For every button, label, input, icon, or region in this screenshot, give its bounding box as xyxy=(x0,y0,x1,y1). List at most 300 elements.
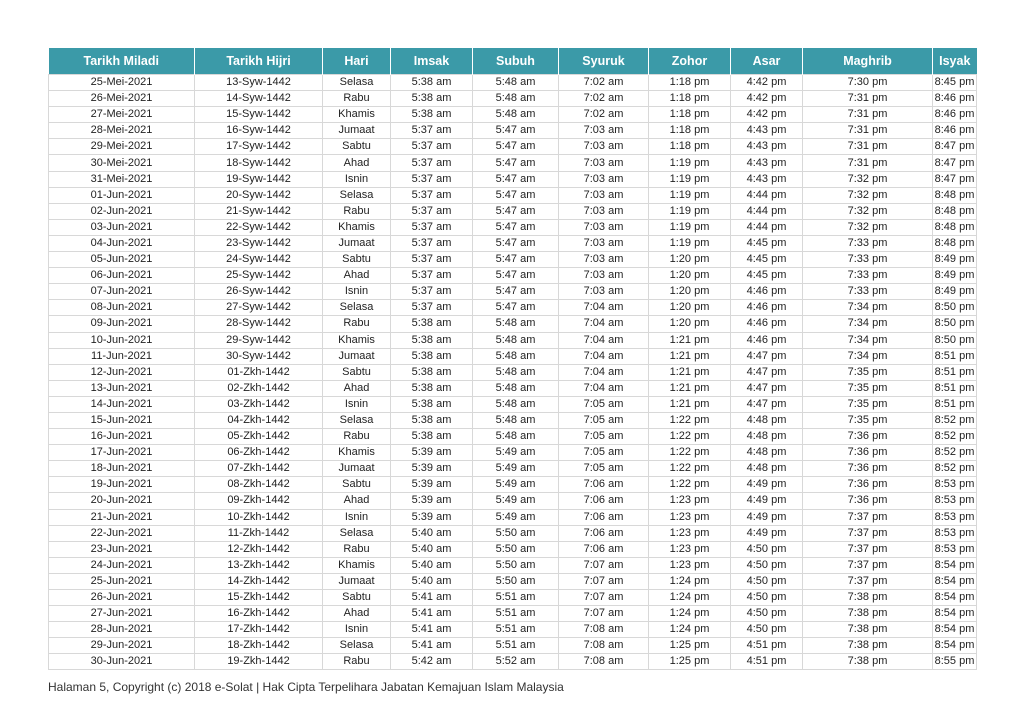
cell-subuh: 5:51 am xyxy=(473,606,559,622)
cell-tarikh-miladi: 04-Jun-2021 xyxy=(49,235,195,251)
cell-hari: Jumaat xyxy=(323,573,391,589)
cell-tarikh-miladi: 17-Jun-2021 xyxy=(49,445,195,461)
cell-subuh: 5:48 am xyxy=(473,107,559,123)
cell-subuh: 5:49 am xyxy=(473,461,559,477)
cell-tarikh-hijri: 18-Syw-1442 xyxy=(195,155,323,171)
cell-syuruk: 7:03 am xyxy=(559,252,649,268)
column-header-subuh: Subuh xyxy=(473,48,559,75)
cell-tarikh-hijri: 13-Syw-1442 xyxy=(195,75,323,91)
table-row xyxy=(49,412,977,428)
cell-hari: Rabu xyxy=(323,654,391,670)
cell-tarikh-hijri: 13-Zkh-1442 xyxy=(195,557,323,573)
cell-subuh: 5:48 am xyxy=(473,91,559,107)
cell-hari: Rabu xyxy=(323,541,391,557)
cell-maghrib: 7:38 pm xyxy=(803,654,933,670)
cell-hari: Ahad xyxy=(323,606,391,622)
cell-zohor: 1:18 pm xyxy=(649,139,731,155)
table-row xyxy=(49,284,977,300)
column-header-zohor: Zohor xyxy=(649,48,731,75)
cell-tarikh-miladi: 29-Mei-2021 xyxy=(49,139,195,155)
cell-imsak: 5:39 am xyxy=(391,445,473,461)
cell-maghrib: 7:32 pm xyxy=(803,219,933,235)
column-header-hari: Hari xyxy=(323,48,391,75)
cell-hari: Rabu xyxy=(323,91,391,107)
cell-syuruk: 7:07 am xyxy=(559,606,649,622)
cell-imsak: 5:37 am xyxy=(391,203,473,219)
cell-asar: 4:44 pm xyxy=(731,219,803,235)
cell-tarikh-hijri: 12-Zkh-1442 xyxy=(195,541,323,557)
cell-zohor: 1:20 pm xyxy=(649,284,731,300)
cell-tarikh-miladi: 22-Jun-2021 xyxy=(49,525,195,541)
cell-tarikh-hijri: 15-Zkh-1442 xyxy=(195,590,323,606)
cell-syuruk: 7:02 am xyxy=(559,91,649,107)
table-row xyxy=(49,219,977,235)
cell-asar: 4:50 pm xyxy=(731,606,803,622)
cell-tarikh-miladi: 14-Jun-2021 xyxy=(49,396,195,412)
cell-isyak: 8:48 pm xyxy=(933,219,977,235)
cell-maghrib: 7:38 pm xyxy=(803,622,933,638)
cell-asar: 4:43 pm xyxy=(731,155,803,171)
cell-subuh: 5:49 am xyxy=(473,509,559,525)
cell-subuh: 5:50 am xyxy=(473,525,559,541)
cell-syuruk: 7:05 am xyxy=(559,412,649,428)
cell-tarikh-miladi: 31-Mei-2021 xyxy=(49,171,195,187)
cell-tarikh-miladi: 21-Jun-2021 xyxy=(49,509,195,525)
cell-tarikh-miladi: 24-Jun-2021 xyxy=(49,557,195,573)
cell-syuruk: 7:05 am xyxy=(559,396,649,412)
cell-tarikh-miladi: 06-Jun-2021 xyxy=(49,268,195,284)
cell-zohor: 1:22 pm xyxy=(649,477,731,493)
cell-hari: Sabtu xyxy=(323,477,391,493)
cell-tarikh-hijri: 27-Syw-1442 xyxy=(195,300,323,316)
column-header-maghrib: Maghrib xyxy=(803,48,933,75)
cell-imsak: 5:41 am xyxy=(391,590,473,606)
cell-zohor: 1:22 pm xyxy=(649,429,731,445)
table-row xyxy=(49,606,977,622)
cell-imsak: 5:38 am xyxy=(391,364,473,380)
cell-maghrib: 7:37 pm xyxy=(803,509,933,525)
cell-syuruk: 7:06 am xyxy=(559,509,649,525)
cell-asar: 4:50 pm xyxy=(731,590,803,606)
cell-asar: 4:43 pm xyxy=(731,123,803,139)
cell-subuh: 5:47 am xyxy=(473,155,559,171)
cell-maghrib: 7:32 pm xyxy=(803,171,933,187)
cell-syuruk: 7:03 am xyxy=(559,187,649,203)
table-row xyxy=(49,477,977,493)
cell-subuh: 5:49 am xyxy=(473,493,559,509)
cell-hari: Ahad xyxy=(323,493,391,509)
cell-maghrib: 7:33 pm xyxy=(803,235,933,251)
cell-maghrib: 7:33 pm xyxy=(803,284,933,300)
cell-syuruk: 7:06 am xyxy=(559,541,649,557)
cell-zohor: 1:21 pm xyxy=(649,364,731,380)
cell-subuh: 5:47 am xyxy=(473,219,559,235)
cell-imsak: 5:38 am xyxy=(391,348,473,364)
table-row xyxy=(49,139,977,155)
cell-isyak: 8:54 pm xyxy=(933,590,977,606)
cell-imsak: 5:37 am xyxy=(391,252,473,268)
cell-hari: Selasa xyxy=(323,412,391,428)
cell-subuh: 5:47 am xyxy=(473,187,559,203)
cell-maghrib: 7:32 pm xyxy=(803,187,933,203)
cell-imsak: 5:38 am xyxy=(391,380,473,396)
table-row xyxy=(49,316,977,332)
cell-zohor: 1:20 pm xyxy=(649,268,731,284)
cell-imsak: 5:39 am xyxy=(391,493,473,509)
cell-isyak: 8:51 pm xyxy=(933,396,977,412)
cell-isyak: 8:54 pm xyxy=(933,622,977,638)
cell-subuh: 5:51 am xyxy=(473,638,559,654)
cell-maghrib: 7:37 pm xyxy=(803,573,933,589)
cell-maghrib: 7:36 pm xyxy=(803,429,933,445)
cell-zohor: 1:23 pm xyxy=(649,509,731,525)
cell-imsak: 5:41 am xyxy=(391,622,473,638)
cell-isyak: 8:51 pm xyxy=(933,380,977,396)
cell-tarikh-miladi: 19-Jun-2021 xyxy=(49,477,195,493)
cell-asar: 4:45 pm xyxy=(731,252,803,268)
cell-isyak: 8:52 pm xyxy=(933,429,977,445)
cell-isyak: 8:47 pm xyxy=(933,139,977,155)
cell-isyak: 8:54 pm xyxy=(933,638,977,654)
cell-syuruk: 7:03 am xyxy=(559,203,649,219)
cell-maghrib: 7:32 pm xyxy=(803,203,933,219)
cell-imsak: 5:40 am xyxy=(391,557,473,573)
cell-isyak: 8:54 pm xyxy=(933,606,977,622)
cell-tarikh-hijri: 25-Syw-1442 xyxy=(195,268,323,284)
cell-tarikh-miladi: 23-Jun-2021 xyxy=(49,541,195,557)
cell-tarikh-hijri: 10-Zkh-1442 xyxy=(195,509,323,525)
cell-imsak: 5:38 am xyxy=(391,332,473,348)
cell-maghrib: 7:34 pm xyxy=(803,332,933,348)
table-body xyxy=(49,75,977,670)
cell-zohor: 1:20 pm xyxy=(649,300,731,316)
cell-subuh: 5:47 am xyxy=(473,252,559,268)
cell-isyak: 8:46 pm xyxy=(933,123,977,139)
cell-hari: Isnin xyxy=(323,509,391,525)
cell-asar: 4:46 pm xyxy=(731,300,803,316)
cell-imsak: 5:38 am xyxy=(391,107,473,123)
cell-zohor: 1:21 pm xyxy=(649,332,731,348)
table-row xyxy=(49,445,977,461)
cell-isyak: 8:49 pm xyxy=(933,284,977,300)
cell-tarikh-miladi: 26-Jun-2021 xyxy=(49,590,195,606)
cell-maghrib: 7:37 pm xyxy=(803,557,933,573)
cell-isyak: 8:46 pm xyxy=(933,107,977,123)
cell-imsak: 5:37 am xyxy=(391,171,473,187)
cell-subuh: 5:47 am xyxy=(473,268,559,284)
cell-tarikh-hijri: 28-Syw-1442 xyxy=(195,316,323,332)
cell-asar: 4:46 pm xyxy=(731,316,803,332)
prayer-times-table xyxy=(48,48,977,670)
table-row xyxy=(49,252,977,268)
table-row xyxy=(49,638,977,654)
cell-maghrib: 7:38 pm xyxy=(803,638,933,654)
cell-zohor: 1:19 pm xyxy=(649,171,731,187)
cell-imsak: 5:41 am xyxy=(391,638,473,654)
table-row xyxy=(49,107,977,123)
cell-hari: Khamis xyxy=(323,219,391,235)
cell-maghrib: 7:36 pm xyxy=(803,461,933,477)
cell-isyak: 8:53 pm xyxy=(933,541,977,557)
cell-hari: Ahad xyxy=(323,268,391,284)
cell-tarikh-hijri: 07-Zkh-1442 xyxy=(195,461,323,477)
cell-isyak: 8:47 pm xyxy=(933,155,977,171)
cell-tarikh-hijri: 24-Syw-1442 xyxy=(195,252,323,268)
cell-isyak: 8:53 pm xyxy=(933,493,977,509)
table-row xyxy=(49,461,977,477)
cell-maghrib: 7:30 pm xyxy=(803,75,933,91)
cell-tarikh-miladi: 18-Jun-2021 xyxy=(49,461,195,477)
column-header-tarikh-hijri: Tarikh Hijri xyxy=(195,48,323,75)
cell-syuruk: 7:03 am xyxy=(559,171,649,187)
cell-maghrib: 7:38 pm xyxy=(803,590,933,606)
cell-tarikh-hijri: 17-Syw-1442 xyxy=(195,139,323,155)
cell-hari: Jumaat xyxy=(323,235,391,251)
table-row xyxy=(49,573,977,589)
cell-tarikh-hijri: 26-Syw-1442 xyxy=(195,284,323,300)
cell-syuruk: 7:04 am xyxy=(559,316,649,332)
cell-zohor: 1:24 pm xyxy=(649,573,731,589)
cell-asar: 4:49 pm xyxy=(731,525,803,541)
cell-tarikh-hijri: 23-Syw-1442 xyxy=(195,235,323,251)
cell-hari: Khamis xyxy=(323,107,391,123)
cell-tarikh-miladi: 10-Jun-2021 xyxy=(49,332,195,348)
cell-syuruk: 7:04 am xyxy=(559,300,649,316)
cell-isyak: 8:55 pm xyxy=(933,654,977,670)
cell-subuh: 5:47 am xyxy=(473,203,559,219)
cell-isyak: 8:45 pm xyxy=(933,75,977,91)
cell-zohor: 1:24 pm xyxy=(649,622,731,638)
table-row xyxy=(49,525,977,541)
cell-isyak: 8:50 pm xyxy=(933,316,977,332)
cell-imsak: 5:42 am xyxy=(391,654,473,670)
cell-syuruk: 7:03 am xyxy=(559,219,649,235)
table-row xyxy=(49,268,977,284)
cell-asar: 4:47 pm xyxy=(731,396,803,412)
cell-syuruk: 7:06 am xyxy=(559,493,649,509)
cell-tarikh-hijri: 29-Syw-1442 xyxy=(195,332,323,348)
cell-tarikh-hijri: 19-Syw-1442 xyxy=(195,171,323,187)
cell-imsak: 5:37 am xyxy=(391,284,473,300)
column-header-syuruk: Syuruk xyxy=(559,48,649,75)
cell-tarikh-hijri: 15-Syw-1442 xyxy=(195,107,323,123)
cell-hari: Ahad xyxy=(323,155,391,171)
cell-subuh: 5:47 am xyxy=(473,235,559,251)
cell-tarikh-miladi: 07-Jun-2021 xyxy=(49,284,195,300)
cell-subuh: 5:48 am xyxy=(473,364,559,380)
cell-tarikh-hijri: 20-Syw-1442 xyxy=(195,187,323,203)
cell-zohor: 1:21 pm xyxy=(649,396,731,412)
cell-subuh: 5:49 am xyxy=(473,477,559,493)
cell-imsak: 5:40 am xyxy=(391,573,473,589)
cell-subuh: 5:50 am xyxy=(473,541,559,557)
cell-asar: 4:43 pm xyxy=(731,171,803,187)
cell-zohor: 1:25 pm xyxy=(649,654,731,670)
cell-tarikh-hijri: 04-Zkh-1442 xyxy=(195,412,323,428)
cell-syuruk: 7:05 am xyxy=(559,429,649,445)
table-row xyxy=(49,187,977,203)
cell-syuruk: 7:04 am xyxy=(559,332,649,348)
cell-zohor: 1:20 pm xyxy=(649,252,731,268)
table-row xyxy=(49,429,977,445)
cell-imsak: 5:37 am xyxy=(391,268,473,284)
table-row xyxy=(49,171,977,187)
cell-hari: Sabtu xyxy=(323,139,391,155)
cell-asar: 4:48 pm xyxy=(731,412,803,428)
cell-maghrib: 7:37 pm xyxy=(803,541,933,557)
cell-asar: 4:45 pm xyxy=(731,235,803,251)
cell-asar: 4:43 pm xyxy=(731,139,803,155)
cell-zohor: 1:18 pm xyxy=(649,107,731,123)
cell-zohor: 1:19 pm xyxy=(649,235,731,251)
cell-imsak: 5:37 am xyxy=(391,300,473,316)
cell-imsak: 5:37 am xyxy=(391,235,473,251)
cell-syuruk: 7:07 am xyxy=(559,557,649,573)
cell-asar: 4:42 pm xyxy=(731,91,803,107)
cell-imsak: 5:38 am xyxy=(391,316,473,332)
cell-subuh: 5:47 am xyxy=(473,300,559,316)
cell-isyak: 8:54 pm xyxy=(933,573,977,589)
cell-tarikh-hijri: 03-Zkh-1442 xyxy=(195,396,323,412)
cell-tarikh-hijri: 16-Zkh-1442 xyxy=(195,606,323,622)
column-header-isyak: Isyak xyxy=(933,48,977,75)
cell-subuh: 5:47 am xyxy=(473,284,559,300)
cell-maghrib: 7:31 pm xyxy=(803,91,933,107)
cell-zohor: 1:19 pm xyxy=(649,219,731,235)
cell-subuh: 5:51 am xyxy=(473,590,559,606)
cell-tarikh-miladi: 03-Jun-2021 xyxy=(49,219,195,235)
table-row xyxy=(49,493,977,509)
cell-maghrib: 7:35 pm xyxy=(803,364,933,380)
cell-hari: Ahad xyxy=(323,380,391,396)
table-row xyxy=(49,348,977,364)
cell-isyak: 8:46 pm xyxy=(933,91,977,107)
cell-tarikh-hijri: 22-Syw-1442 xyxy=(195,219,323,235)
cell-subuh: 5:48 am xyxy=(473,348,559,364)
cell-isyak: 8:48 pm xyxy=(933,203,977,219)
cell-zohor: 1:18 pm xyxy=(649,123,731,139)
cell-asar: 4:46 pm xyxy=(731,332,803,348)
cell-tarikh-miladi: 26-Mei-2021 xyxy=(49,91,195,107)
cell-isyak: 8:52 pm xyxy=(933,461,977,477)
cell-syuruk: 7:08 am xyxy=(559,622,649,638)
cell-syuruk: 7:08 am xyxy=(559,654,649,670)
table-row xyxy=(49,91,977,107)
cell-asar: 4:44 pm xyxy=(731,187,803,203)
cell-syuruk: 7:03 am xyxy=(559,155,649,171)
cell-subuh: 5:49 am xyxy=(473,445,559,461)
cell-maghrib: 7:35 pm xyxy=(803,412,933,428)
cell-tarikh-miladi: 20-Jun-2021 xyxy=(49,493,195,509)
cell-syuruk: 7:03 am xyxy=(559,123,649,139)
cell-syuruk: 7:07 am xyxy=(559,573,649,589)
cell-hari: Isnin xyxy=(323,396,391,412)
cell-hari: Khamis xyxy=(323,557,391,573)
cell-asar: 4:51 pm xyxy=(731,638,803,654)
cell-subuh: 5:47 am xyxy=(473,139,559,155)
cell-tarikh-miladi: 25-Jun-2021 xyxy=(49,573,195,589)
cell-hari: Sabtu xyxy=(323,590,391,606)
cell-zohor: 1:22 pm xyxy=(649,412,731,428)
cell-tarikh-hijri: 01-Zkh-1442 xyxy=(195,364,323,380)
cell-imsak: 5:38 am xyxy=(391,412,473,428)
cell-hari: Sabtu xyxy=(323,364,391,380)
cell-hari: Rabu xyxy=(323,203,391,219)
cell-asar: 4:46 pm xyxy=(731,284,803,300)
cell-zohor: 1:22 pm xyxy=(649,461,731,477)
cell-maghrib: 7:37 pm xyxy=(803,525,933,541)
cell-asar: 4:42 pm xyxy=(731,75,803,91)
cell-syuruk: 7:03 am xyxy=(559,235,649,251)
cell-zohor: 1:20 pm xyxy=(649,316,731,332)
cell-hari: Rabu xyxy=(323,429,391,445)
cell-tarikh-hijri: 05-Zkh-1442 xyxy=(195,429,323,445)
cell-hari: Sabtu xyxy=(323,252,391,268)
cell-zohor: 1:18 pm xyxy=(649,75,731,91)
cell-asar: 4:42 pm xyxy=(731,107,803,123)
cell-imsak: 5:41 am xyxy=(391,606,473,622)
cell-asar: 4:48 pm xyxy=(731,445,803,461)
cell-syuruk: 7:07 am xyxy=(559,590,649,606)
cell-subuh: 5:51 am xyxy=(473,622,559,638)
cell-asar: 4:51 pm xyxy=(731,654,803,670)
cell-maghrib: 7:34 pm xyxy=(803,348,933,364)
cell-hari: Selasa xyxy=(323,300,391,316)
cell-maghrib: 7:36 pm xyxy=(803,445,933,461)
cell-subuh: 5:48 am xyxy=(473,412,559,428)
cell-subuh: 5:48 am xyxy=(473,75,559,91)
cell-syuruk: 7:03 am xyxy=(559,268,649,284)
cell-subuh: 5:48 am xyxy=(473,316,559,332)
cell-hari: Jumaat xyxy=(323,123,391,139)
cell-zohor: 1:23 pm xyxy=(649,493,731,509)
cell-syuruk: 7:03 am xyxy=(559,284,649,300)
cell-imsak: 5:37 am xyxy=(391,187,473,203)
cell-tarikh-miladi: 29-Jun-2021 xyxy=(49,638,195,654)
cell-asar: 4:47 pm xyxy=(731,348,803,364)
cell-tarikh-hijri: 19-Zkh-1442 xyxy=(195,654,323,670)
cell-maghrib: 7:31 pm xyxy=(803,155,933,171)
cell-tarikh-miladi: 13-Jun-2021 xyxy=(49,380,195,396)
cell-asar: 4:47 pm xyxy=(731,364,803,380)
cell-syuruk: 7:04 am xyxy=(559,348,649,364)
cell-hari: Rabu xyxy=(323,316,391,332)
cell-asar: 4:47 pm xyxy=(731,380,803,396)
cell-tarikh-miladi: 02-Jun-2021 xyxy=(49,203,195,219)
cell-subuh: 5:48 am xyxy=(473,332,559,348)
cell-imsak: 5:38 am xyxy=(391,75,473,91)
cell-imsak: 5:38 am xyxy=(391,429,473,445)
cell-asar: 4:49 pm xyxy=(731,493,803,509)
cell-maghrib: 7:31 pm xyxy=(803,139,933,155)
cell-tarikh-miladi: 01-Jun-2021 xyxy=(49,187,195,203)
cell-asar: 4:50 pm xyxy=(731,557,803,573)
cell-subuh: 5:47 am xyxy=(473,123,559,139)
cell-maghrib: 7:38 pm xyxy=(803,606,933,622)
cell-subuh: 5:48 am xyxy=(473,380,559,396)
cell-maghrib: 7:36 pm xyxy=(803,493,933,509)
cell-syuruk: 7:03 am xyxy=(559,139,649,155)
cell-isyak: 8:47 pm xyxy=(933,171,977,187)
cell-imsak: 5:39 am xyxy=(391,477,473,493)
cell-syuruk: 7:04 am xyxy=(559,364,649,380)
cell-tarikh-miladi: 27-Mei-2021 xyxy=(49,107,195,123)
cell-imsak: 5:37 am xyxy=(391,155,473,171)
cell-hari: Selasa xyxy=(323,75,391,91)
cell-tarikh-miladi: 28-Jun-2021 xyxy=(49,622,195,638)
cell-tarikh-hijri: 09-Zkh-1442 xyxy=(195,493,323,509)
table-row xyxy=(49,75,977,91)
